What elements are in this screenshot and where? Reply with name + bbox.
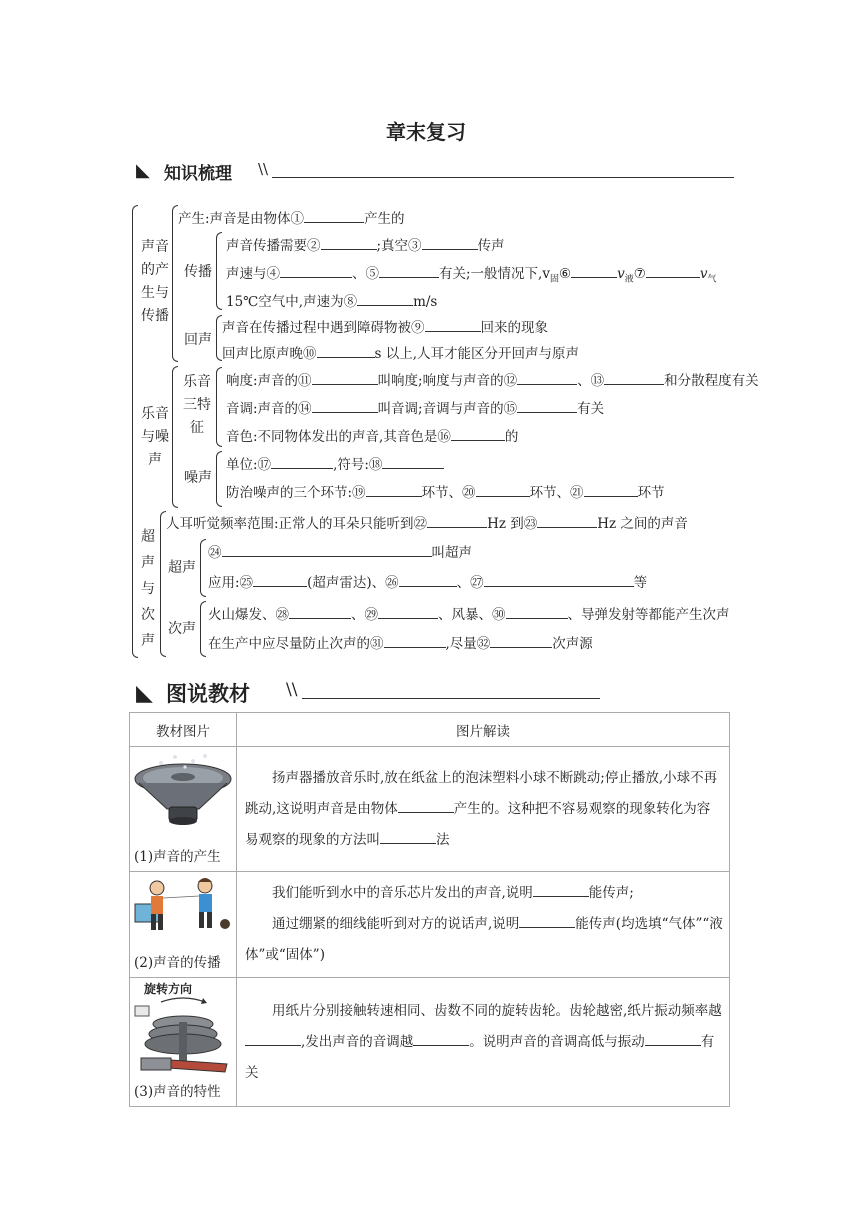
sub-label-propagation: 传播 (184, 264, 212, 280)
sub-label-musical: 乐音三特征 (183, 374, 211, 436)
line-8: 音调:声音的⑭ 叫音调;音调与声音的⑮ 有关 (226, 397, 604, 417)
table-header-cell: 图片解读 (237, 713, 730, 747)
brace-ultrasound (200, 539, 206, 597)
line-12: 人耳听觉频率范围:正常人的耳朵只能听到㉒ Hz 到㉓ Hz 之间的声音 (166, 512, 688, 532)
section-title-knowledge: 知识梳理 (164, 164, 232, 184)
section-rule (302, 698, 600, 699)
line-16: 在生产中应尽量防止次声的㉛ ,尽量㉜ 次声源 (208, 632, 593, 652)
line-11: 防治噪声的三个环节:⑲ 环节、⑳ 环节、㉑ 环节 (226, 481, 665, 501)
table-row (130, 747, 730, 872)
group-label-1: 声音的产生与传播 (141, 239, 169, 324)
slash-decoration: \\ (258, 160, 269, 178)
table-row (130, 872, 730, 978)
line-10: 单位:⑰ ,符号:⑱ (226, 453, 444, 473)
figure-explanation: 扬声器播放音乐时,放在纸盆上的泡沫塑料小球不断跳动;停止播放,小球不再跳动,这说明声音是由物体 产生的。这种把不容易观察的现象转化为容易观察的现象的方法叫 法 (237, 747, 730, 872)
sub-label-ultrasound: 超声 (168, 560, 196, 576)
figure-caption: (2)声音的传播 (134, 955, 221, 971)
line-4: 15℃空气中,声速为⑧ m/s (226, 290, 437, 310)
slash-decoration: \\ (286, 680, 298, 700)
table-header-cell: 教材图片 (130, 713, 237, 747)
section-marker-icon: ◣ (136, 160, 150, 181)
figure-explanation: 我们能听到水中的音乐芯片发出的声音,说明 能传声; 通过绷紧的细线能听到对方的说话声,说明 能传声(均选填“气体”“液体”或“固体”) (237, 872, 730, 978)
brace-group-3 (160, 511, 166, 657)
table-header-row (130, 713, 730, 747)
sub-label-echo: 回声 (184, 332, 212, 348)
section-marker-icon: ◣ (136, 680, 153, 706)
line-14: 应用:㉕ (超声雷达)、㉖ 、㉗ 等 (208, 571, 647, 591)
textbook-figure-table (129, 712, 730, 1107)
line-6: 回声比原声晚⑩ s 以上,人耳才能区分开回声与原声 (222, 342, 579, 362)
line-2: 声音传播需要② ;真空③ 传声 (226, 234, 505, 254)
brace-group-2 (172, 366, 178, 508)
brace-group-1 (172, 205, 178, 362)
figure-caption: (1)声音的产生 (134, 849, 221, 865)
figure-caption: (3)声音的特性 (134, 1084, 221, 1100)
line-15: 火山爆发、㉘ 、㉙ 、风暴、㉚ 、导弹发射等都能产生次声 (208, 603, 730, 623)
brace-musical (216, 367, 222, 447)
sub-label-noise: 噪声 (184, 470, 212, 486)
line-13: ㉔ 叫超声 (208, 541, 472, 561)
line-5: 声音在传播过程中遇到障碍物被⑨ 回来的现象 (222, 316, 548, 336)
section-title-illustrated: 图说教材 (166, 682, 250, 706)
children-string-phone-image (131, 874, 235, 936)
figure-explanation: 用纸片分别接触转速相同、齿数不同的旋转齿轮。齿轮越密,纸片振动频率越,发出声音的音调越 。说明声音的音调高低与振动 有关 (237, 978, 730, 1107)
brace-propagation (216, 232, 222, 310)
speaker-image (131, 751, 235, 831)
line-9: 音色:不同物体发出的声音,其音色是⑯ 的 (226, 425, 518, 445)
table-row (130, 978, 730, 1107)
rotating-gear-image (131, 994, 235, 1076)
line-7: 响度:声音的⑪ 叫响度;响度与声音的⑫ 、⑬ 和分散程度有关 (226, 369, 759, 389)
section-rule (272, 177, 734, 178)
group-label-3: 超声与次声 (141, 529, 155, 649)
rotation-direction-label: 旋转方向 (144, 982, 193, 996)
group-label-2: 乐音与噪声 (141, 406, 169, 468)
sub-label-infrasound: 次声 (168, 621, 196, 637)
line-1: 产生:声音是由物体① 产生的 (178, 207, 405, 227)
page-title: 章末复习 (386, 120, 466, 144)
brace-infrasound (200, 601, 206, 657)
brace-noise (216, 451, 222, 507)
line-3: 声速与④ 、⑤ 有关;一般情况下$,v_固⑥$ $v_液⑦$ $v_气$ (226, 262, 717, 285)
